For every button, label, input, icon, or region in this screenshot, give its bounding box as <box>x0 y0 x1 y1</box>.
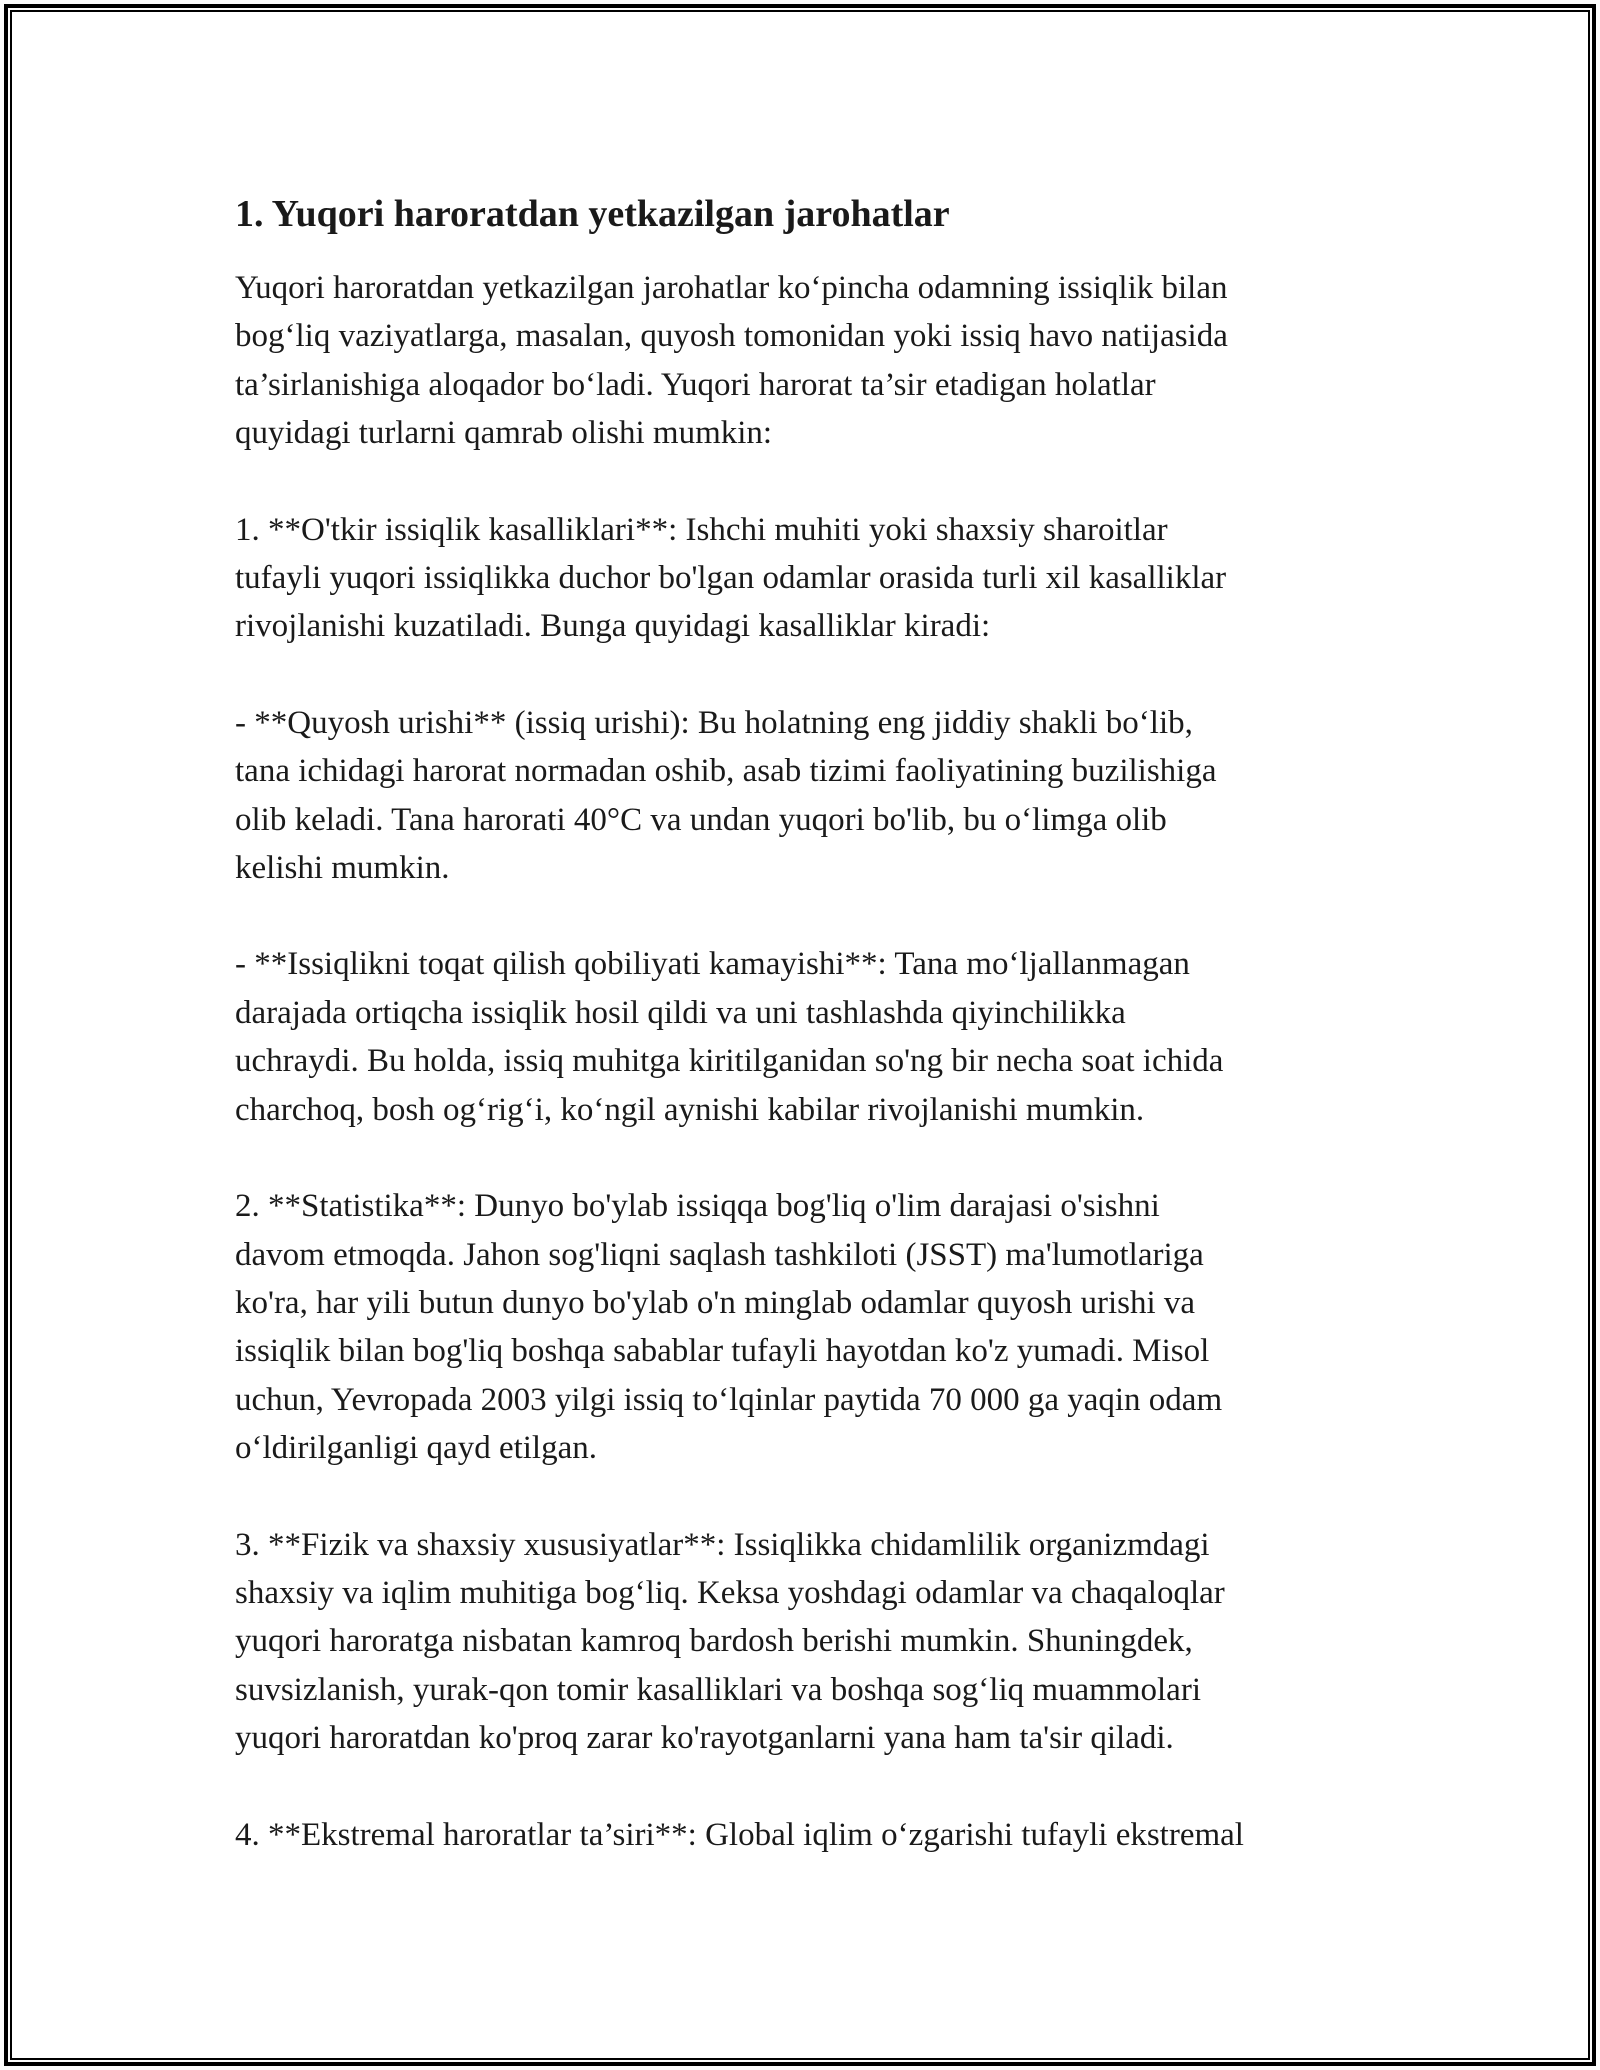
document-page <box>235 184 1395 1907</box>
section-heading: 1. Yuqori haroratdan yetkazilgan jarohatlar <box>235 193 950 235</box>
paragraph-subitem-issiqlik-toqati: - **Issiqlikni toqat qilish qobiliyati kamayishi**: Tana mo‘ljallanmagan darajada ortiqcha issiqlik hosil qildi va uni tashlashda qiyinchilikka uchraydi. Bu holda, issiq muhitga kiritilganidan so'ng bir necha soat ichida charchoq, bosh og‘rig‘i, ko‘ngil aynishi kabilar rivojlanishi mumkin. <box>235 946 1224 1128</box>
paragraph-item-1: 1. **O'tkir issiqlik kasalliklari**: Ishchi muhiti yoki shaxsiy sharoitlar tufayli yuqori issiqlikka duchor bo'lgan odamlar orasida turli xil kasalliklar rivojlanishi kuzatiladi. Bunga quyidagi kasalliklar kiradi: <box>235 511 1227 645</box>
paragraph-subitem-quyosh-urishi: - **Quyosh urishi** (issiq urishi): Bu holatning eng jiddiy shakli bo‘lib, tana ichidagi harorat normadan oshib, asab tizimi faoliyatining buzilishiga olib keladi. Tana harorati 40°C va undan yuqori bo'lib, bu o‘limga olib kelishi mumkin. <box>235 704 1217 887</box>
paragraph-item-3: 3. **Fizik va shaxsiy xususiyatlar**: Issiqlikka chidamlilik organizmdagi shaxsiy va iqlim muhitiga bog‘liq. Keksa yoshdagi odamlar va chaqaloqlar yuqori haroratga nisbatan kamroq bardosh berishi mumkin. Shuningdek, suvsizlanish, yurak-qon tomir kasalliklari va boshqa sog‘liq muammolari yuqori haroratdan ko'proq zarar ko'rayotganlarni yana ham ta'sir qiladi. <box>235 1526 1225 1757</box>
paragraph-intro: Yuqori haroratdan yetkazilgan jarohatlar ko‘pincha odamning issiqlik bilan bog‘liq vaziyatlarga, masalan, quyosh tomonidan yoki issiq havo natijasida ta’sirlanishiga aloqador bo‘ladi. Yuqori harorat ta’sir etadigan holatlar quyidagi turlarni qamrab olishi mumkin: <box>235 270 1228 452</box>
paragraph-item-2: 2. **Statistika**: Dunyo bo'ylab issiqqa bog'liq o'lim darajasi o'sishni davom etmoqda. Jahon sog'liqni saqlash tashkiloti (JSST) ma'lumotlariga ko'ra, har yili butun dunyo bo'ylab o'n minglab odamlar quyosh urishi va issiqlik bilan bog'liq boshqa sabablar tufayli hayotdan ko'z yumadi. Misol uchun, Yevropada 2003 yilgi issiq to‘lqinlar paytida 70 000 ga yaqin odam o‘ldirilganligi qayd etilgan. <box>235 1188 1223 1467</box>
paragraph-item-4: 4. **Ekstremal haroratlar ta’siri**: Global iqlim o‘zgarishi tufayli ekstremal <box>235 1816 1244 1853</box>
